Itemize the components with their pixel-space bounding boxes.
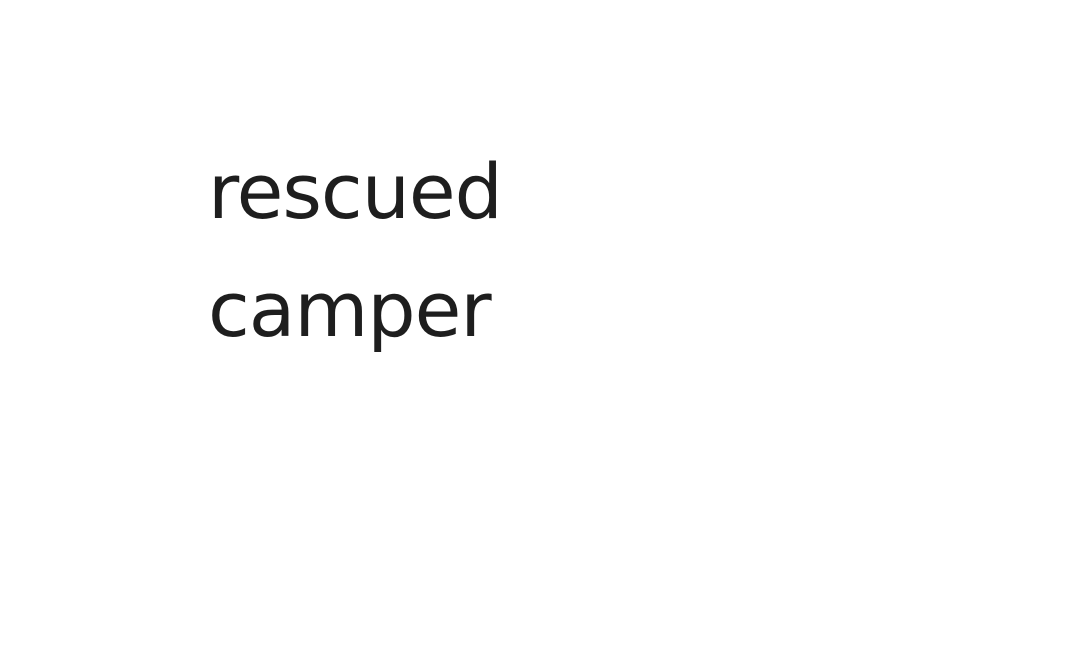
text-block — [208, 133, 502, 369]
text-line-1: rescued — [208, 147, 502, 236]
text-line-2: camper — [208, 265, 491, 354]
